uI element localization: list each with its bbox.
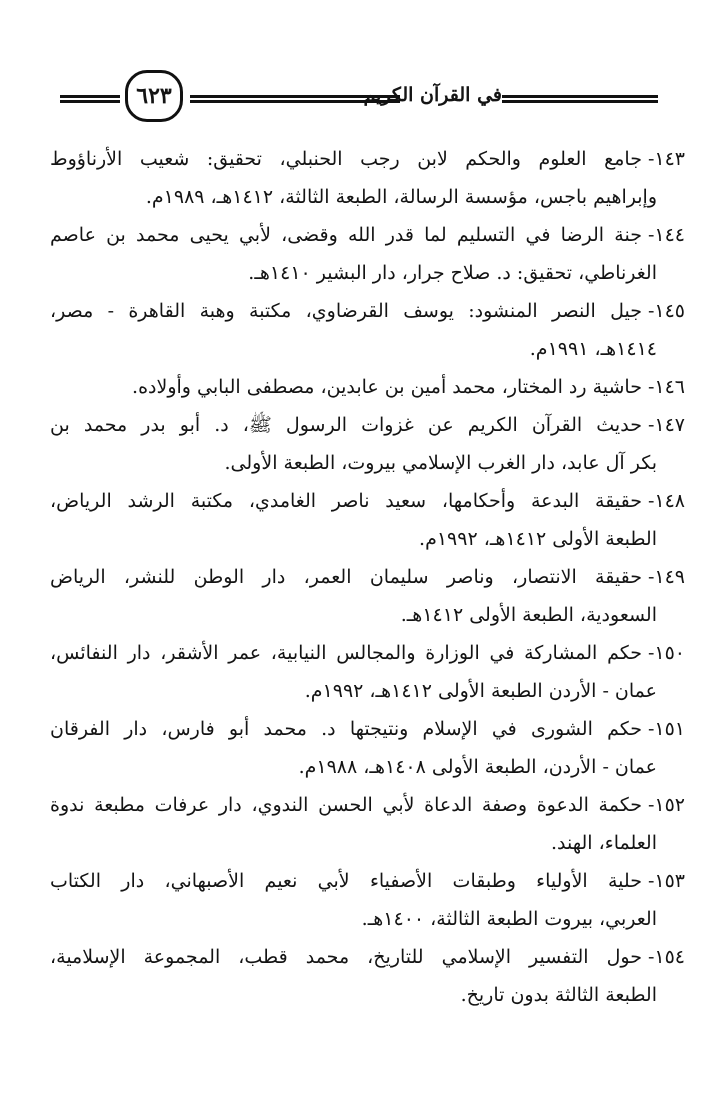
entry-continuation: الغرناطي، تحقيق: د. صلاح جرار، دار البشير ١٤١٠هـ. (248, 262, 657, 284)
header-rule-left (60, 95, 120, 103)
entry-continuation: العربي، بيروت الطبعة الثالثة، ١٤٠٠هـ. (361, 908, 657, 930)
entry-text: حقيقة الانتصار، وناصر سليمان العمر، دار الوطن للنشر، الرياض (50, 566, 642, 588)
entry-number: ١٥٣- (647, 870, 685, 892)
bibliography-entry-148 (50, 482, 685, 558)
entry-text: حكم الشورى في الإسلام ونتيجتها د. محمد أبو فارس، دار الفرقان (50, 718, 642, 740)
bibliography-entry-150 (50, 634, 685, 710)
entry-continuation: عمان - الأردن، الطبعة الأولى ١٤٠٨هـ، ١٩٨٨م. (298, 756, 657, 778)
entry-continuation: ١٤١٤هـ، ١٩٩١م. (529, 338, 657, 360)
bibliography-entry-152 (50, 786, 685, 862)
bibliography-entry-147 (50, 406, 685, 482)
entry-number: ١٥٢- (647, 794, 685, 816)
page-number: ٦٢٣ (125, 70, 183, 122)
entry-continuation: بكر آل عابد، دار الغرب الإسلامي بيروت، الطبعة الأولى. (224, 452, 657, 474)
bibliography-entry-153 (50, 862, 685, 938)
entry-text: حكم المشاركة في الوزارة والمجالس النيابية، عمر الأشقر، دار النفائس، (50, 642, 642, 664)
entry-text: حاشية رد المختار، محمد أمين بن عابدين، مصطفى البابي وأولاده. (132, 376, 642, 398)
bibliography-entry-151 (50, 710, 685, 786)
entry-number: ١٥١- (647, 718, 685, 740)
entry-number: ١٤٧- (647, 414, 685, 436)
entry-number: ١٤٦- (647, 376, 685, 398)
entry-number: ١٥٠- (647, 642, 685, 664)
entry-text: جيل النصر المنشود: يوسف القرضاوي، مكتبة وهبة القاهرة - مصر، (50, 300, 642, 322)
header-title: في القرآن الكريم (363, 84, 502, 106)
entry-continuation: العلماء، الهند. (551, 832, 657, 854)
bibliography-entry-143 (50, 140, 685, 216)
entry-text: حلية الأولياء وطبقات الأصفياء لأبي نعيم الأصبهاني، دار الكتاب (50, 870, 642, 892)
bibliography-entry-149 (50, 558, 685, 634)
entry-number: ١٤٥- (647, 300, 685, 322)
entry-continuation: السعودية، الطبعة الأولى ١٤١٢هـ. (400, 604, 657, 626)
entry-continuation: عمان - الأردن الطبعة الأولى ١٤١٢هـ، ١٩٩٢م. (304, 680, 657, 702)
entry-number: ١٤٩- (647, 566, 685, 588)
entry-text: حول التفسير الإسلامي للتاريخ، محمد قطب، المجموعة الإسلامية، (50, 946, 642, 968)
entry-continuation: الطبعة الثالثة بدون تاريخ. (460, 984, 657, 1006)
entry-continuation: وإبراهيم باجس، مؤسسة الرسالة، الطبعة الثالثة، ١٤١٢هـ، ١٩٨٩م. (145, 186, 657, 208)
entry-number: ١٥٤- (647, 946, 685, 968)
bibliography-entry-144 (50, 216, 685, 292)
entry-number: ١٤٨- (647, 490, 685, 512)
entry-text: جنة الرضا في التسليم لما قدر الله وقضى، لأبي يحيى محمد بن عاصم (50, 224, 642, 246)
entry-text: حكمة الدعوة وصفة الدعاة لأبي الحسن الندوي، دار عرفات مطبعة ندوة (50, 794, 642, 816)
bibliography-list (50, 140, 685, 1014)
page-header (60, 66, 658, 128)
entry-text: حديث القرآن الكريم عن غزوات الرسول ﷺ، د. أبو بدر محمد بن (50, 414, 642, 436)
header-rule-middle (190, 95, 400, 103)
entry-number: ١٤٣- (647, 148, 685, 170)
bibliography-entry-145 (50, 292, 685, 368)
entry-continuation: الطبعة الأولى ١٤١٢هـ، ١٩٩٢م. (419, 528, 657, 550)
bibliography-entry-154 (50, 938, 685, 1014)
entry-number: ١٤٤- (647, 224, 685, 246)
bibliography-entry-146 (50, 368, 685, 406)
header-rule-right (502, 95, 658, 103)
entry-text: حقيقة البدعة وأحكامها، سعيد ناصر الغامدي، مكتبة الرشد الرياض، (50, 490, 642, 512)
entry-text: جامع العلوم والحكم لابن رجب الحنبلي، تحقيق: شعيب الأرناؤوط (50, 148, 642, 170)
